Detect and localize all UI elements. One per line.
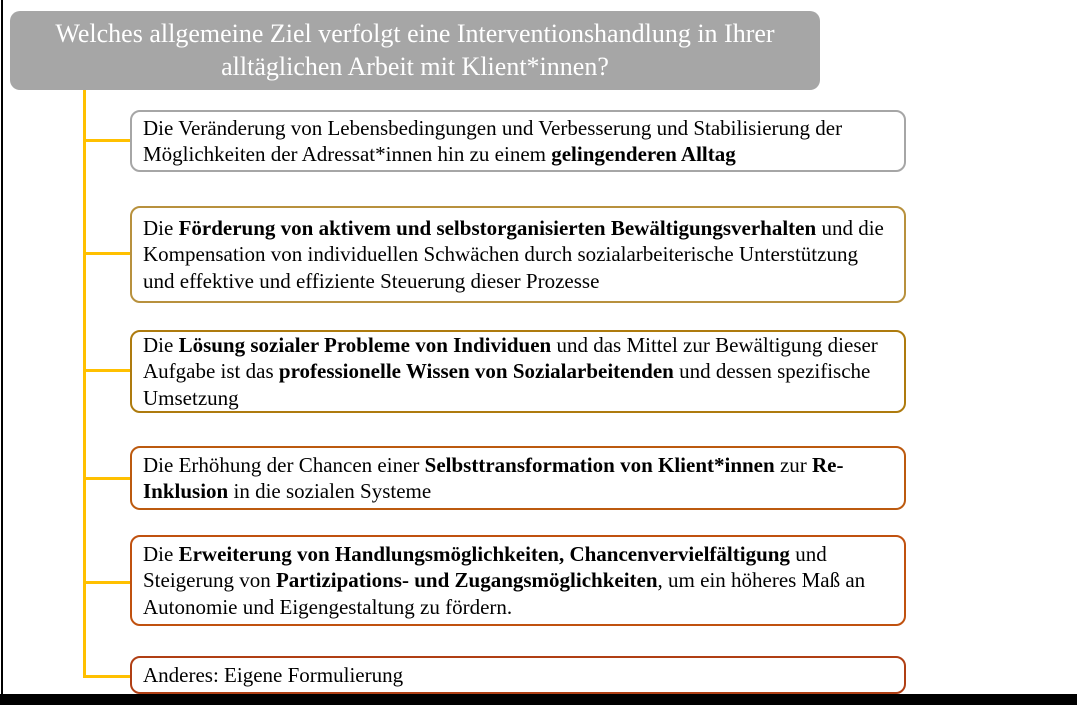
connector-branch-2 [85,252,131,255]
option-text-3: Die Lösung sozialer Probleme von Individuen und das Mittel zur Bewältigung dieser Aufgabe ist das professionelle Wissen von Sozialarbeitenden und dessen spezifische Umsetzung [143,333,878,410]
option-box-3[interactable] [130,330,906,413]
option-text-2: Die Förderung von aktivem und selbstorganisierten Bewältigungsverhalten und die Kompensation von individuellen Schwächen durch sozialarbeiterische Unterstützung und effektive und effiziente Steuerung dieser Prozesse [143,216,884,293]
option-box-6[interactable] [130,656,906,694]
option-text-1: Die Veränderung von Lebensbedingungen und Verbesserung und Stabilisierung der Möglichkeiten der Adressat*innen hin zu einem gelingenderen Alltag [143,115,843,166]
connector-trunk-line [83,90,86,678]
left-border-line [1,0,3,705]
option-text-5: Die Erweiterung von Handlungsmöglichkeiten, Chancenvervielfältigung und Steigerung von Partizipations- und Zugangsmöglichkeiten, um ein höheres Maß an Autonomie und Eigengestaltung zu fördern. [143,542,866,619]
option-box-1[interactable] [130,110,906,172]
option-box-5[interactable] [130,535,906,626]
connector-branch-1 [85,139,131,142]
question-text: Welches allgemeine Ziel verfolgt eine Interventionshandlung in Ihrer alltäglichen Arbeit mit Klient*innen? [55,19,775,81]
option-box-4[interactable] [130,446,906,510]
bottom-border-bar [0,694,1077,705]
connector-branch-5 [85,581,131,584]
connector-branch-3 [85,369,131,372]
connector-branch-6 [85,675,131,678]
option-text-6: Anderes: Eigene Formulierung [143,662,404,687]
question-box [10,11,820,90]
option-box-2[interactable] [130,206,906,303]
connector-branch-4 [85,477,131,480]
option-text-4: Die Erhöhung der Chancen einer Selbsttransformation von Klient*innen zur Re-Inklusion in die sozialen Systeme [143,452,844,503]
